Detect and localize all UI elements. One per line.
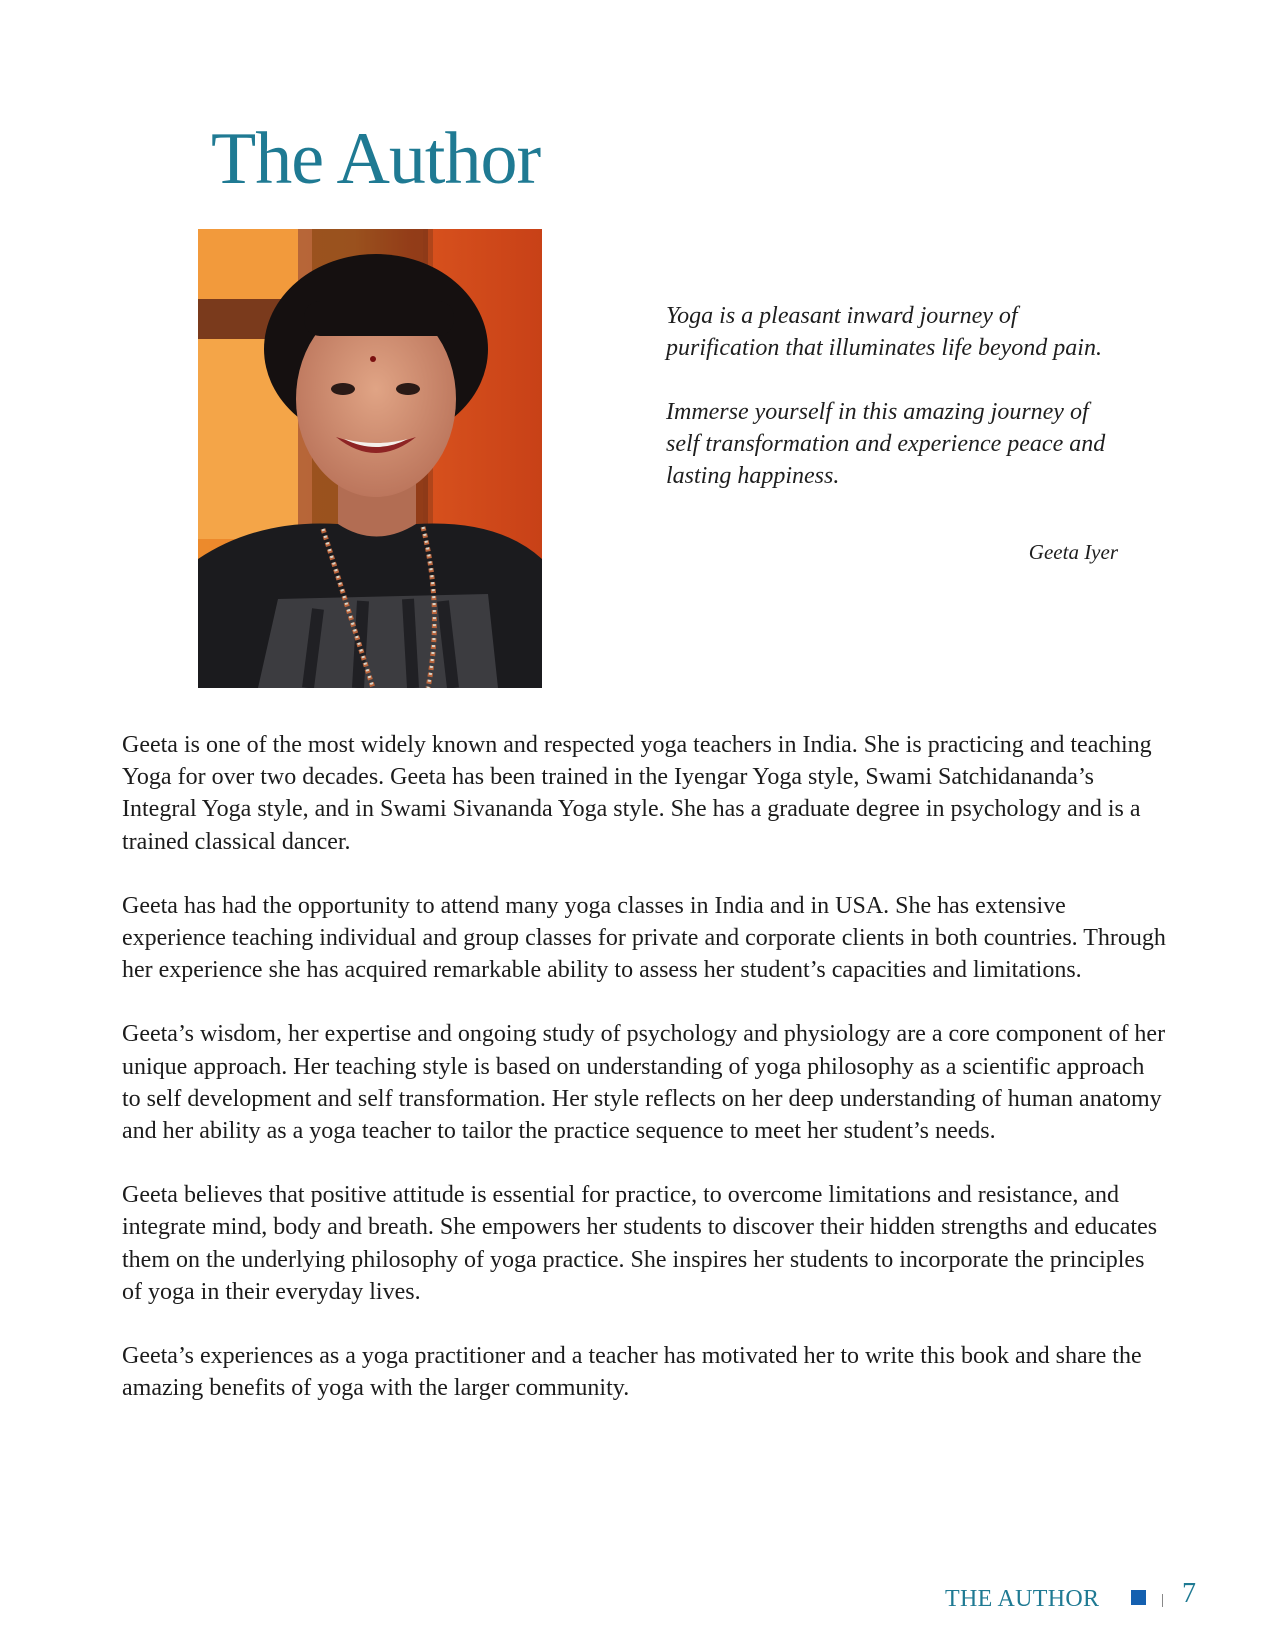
bio-paragraph: Geeta has had the opportunity to attend many yoga classes in India and in USA. She has extensive experience teaching individual and group classes for private and corporate clients in both countries. Through her experience she has acquired remarkable ability to assess her student’s capacities and limitations.	[122, 892, 1166, 984]
bio-paragraph: Geeta’s experiences as a yoga practitioner and a teacher has motivated her to write this book and share the amazing benefits of yoga with the larger community.	[122, 1343, 1142, 1402]
author-photo	[198, 229, 542, 688]
page-title: The Author	[211, 118, 541, 200]
quote-paragraph-1: Yoga is a pleasant inward journey of purification that illuminates life beyond pain.	[666, 303, 1102, 361]
footer-divider	[1162, 1594, 1163, 1607]
page-number: 7	[1182, 1578, 1196, 1609]
blue-square-icon	[1131, 1590, 1146, 1605]
author-photo-illustration	[198, 229, 542, 688]
bio-paragraph: Geeta believes that positive attitude is essential for practice, to overcome limitations and resistance, and integrate mind, body and breath. She empowers her students to discover their hidden strengths and educates them on the underlying philosophy of yoga practice. She inspires her students to incorporate the principles of yoga in their everyday lives.	[122, 1182, 1158, 1305]
author-bio	[122, 729, 1167, 1436]
quote-signature: Geeta Iyer	[1028, 540, 1118, 564]
page-footer	[0, 1578, 1275, 1618]
bio-paragraph: Geeta’s wisdom, her expertise and ongoing study of psychology and physiology are a core component of her unique approach. Her teaching style is based on understanding of yoga philosophy as a scientific approach to self development and self transformation. Her style reflects on her deep understanding of human anatomy and her ability as a yoga teacher to tailor the practice sequence to meet her student’s needs.	[122, 1021, 1166, 1145]
pull-quote	[666, 300, 1136, 524]
footer-section-label: THE AUTHOR	[945, 1586, 1100, 1612]
bio-paragraph: Geeta is one of the most widely known and respected yoga teachers in India. She is practicing and teaching Yoga for over two decades. Geeta has been trained in the Iyengar Yoga style, Swami Satchidananda’s Integral Yoga style, and in Swami Sivananda Yoga style. She has a graduate degree in psychology and is a trained classical dancer.	[122, 732, 1152, 855]
quote-paragraph-2: Immerse yourself in this amazing journey of self transformation and experience peace and lasting happiness.	[666, 399, 1106, 489]
